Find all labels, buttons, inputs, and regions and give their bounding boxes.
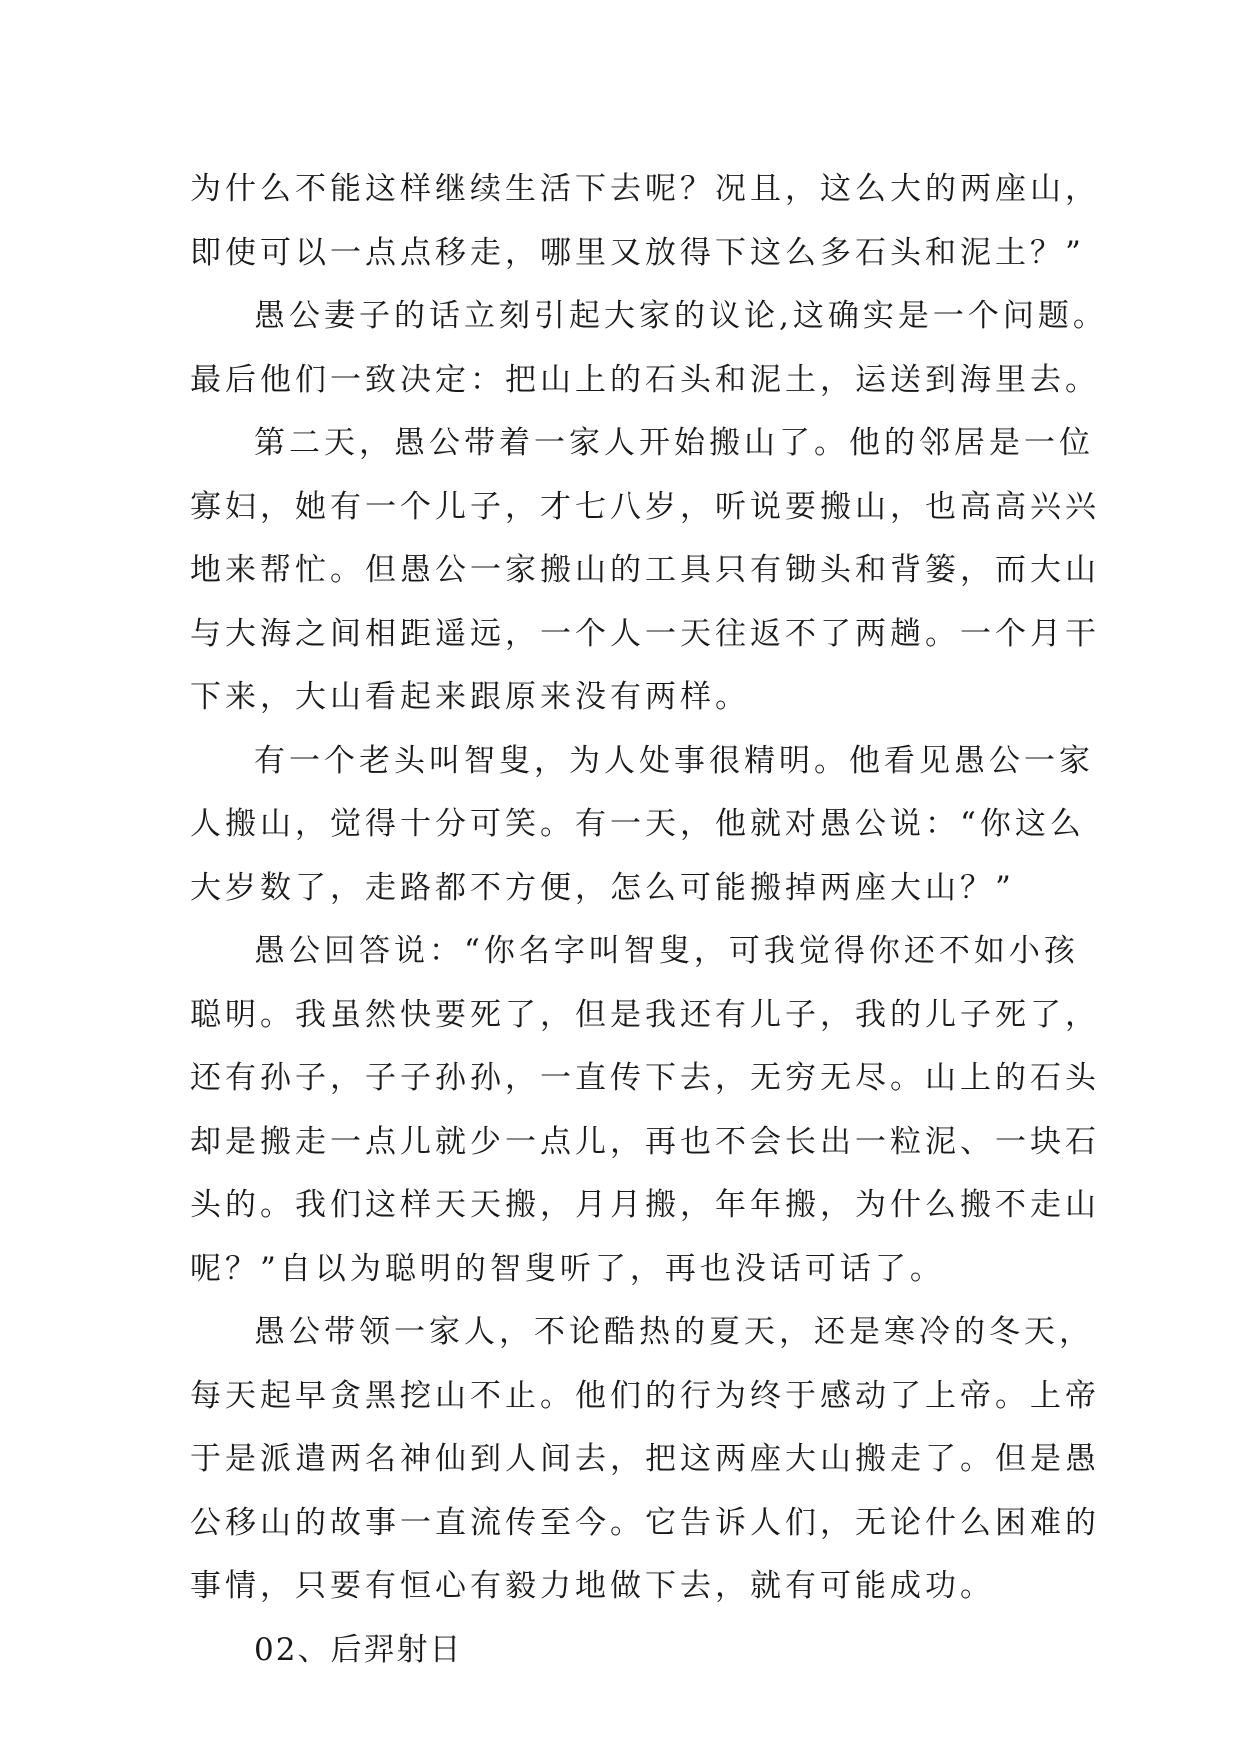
text-line: 于是派遣两名神仙到人间去，把这两座大山搬走了。但是愚 xyxy=(190,1441,1100,1477)
text-line: 地来帮忙。但愚公一家搬山的工具只有锄头和背篓，而大山 xyxy=(190,552,1100,588)
text-line: 还有孙子，子子孙孙，一直传下去，无穷无尽。山上的石头 xyxy=(190,1060,1100,1096)
text-line: 事情，只要有恒心有毅力地做下去，就有可能成功。 xyxy=(190,1568,995,1604)
paragraph-first-line: 愚公回答说：“你名字叫智叟，可我觉得你还不如小孩 xyxy=(254,933,1079,969)
text-line: 呢？”自以为聪明的智叟听了，再也没话可话了。 xyxy=(190,1250,945,1287)
paragraph-first-line: 第二天，愚公带着一家人开始搬山了。他的邻居是一位 xyxy=(254,425,1094,461)
document-body xyxy=(190,158,1108,1682)
text-line: 聪明。我虽然快要死了，但是我还有儿子，我的儿子死了， xyxy=(190,996,1100,1033)
text-line: 人搬山，觉得十分可笑。有一天，他就对愚公说：“你这么 xyxy=(190,806,1085,842)
text-line: 每天起早贪黑挖山不止。他们的行为终于感动了上帝。上帝 xyxy=(190,1377,1100,1414)
text-line: 即使可以一点点移走，哪里又放得下这么多石头和泥土？” xyxy=(190,234,1085,271)
text-line: 最后他们一致决定：把山上的石头和泥土，运送到海里去。 xyxy=(190,361,1100,398)
text-line: 头的。我们这样天天搬，月月搬，年年搬，为什么搬不走山 xyxy=(190,1187,1100,1223)
text-line: 大岁数了，走路都不方便，怎么可能搬掉两座大山？” xyxy=(190,869,1015,906)
text-line: 寡妇，她有一个儿子，才七八岁，听说要搬山，也高高兴兴 xyxy=(190,488,1100,525)
text-line: 与大海之间相距遥远，一个人一天往返不了两趟。一个月干 xyxy=(190,615,1100,652)
text-line: 却是搬走一点儿就少一点儿，再也不会长出一粒泥、一块石 xyxy=(190,1123,1100,1160)
text-line: 公移山的故事一直流传至今。它告诉人们，无论什么困难的 xyxy=(190,1504,1100,1541)
text-line: 为什么不能这样继续生活下去呢？况且，这么大的两座山， xyxy=(190,171,1100,207)
section-heading: 02、后羿射日 xyxy=(254,1631,463,1668)
paragraph-first-line: 愚公妻子的话立刻引起大家的议论,这确实是一个问题。 xyxy=(254,298,1108,334)
text-line: 下来，大山看起来跟原来没有两样。 xyxy=(190,679,750,715)
paragraph-first-line: 有一个老头叫智叟，为人处事很精明。他看见愚公一家 xyxy=(254,742,1094,779)
paragraph-first-line: 愚公带领一家人，不论酷热的夏天，还是寒冷的冬天， xyxy=(254,1314,1094,1350)
